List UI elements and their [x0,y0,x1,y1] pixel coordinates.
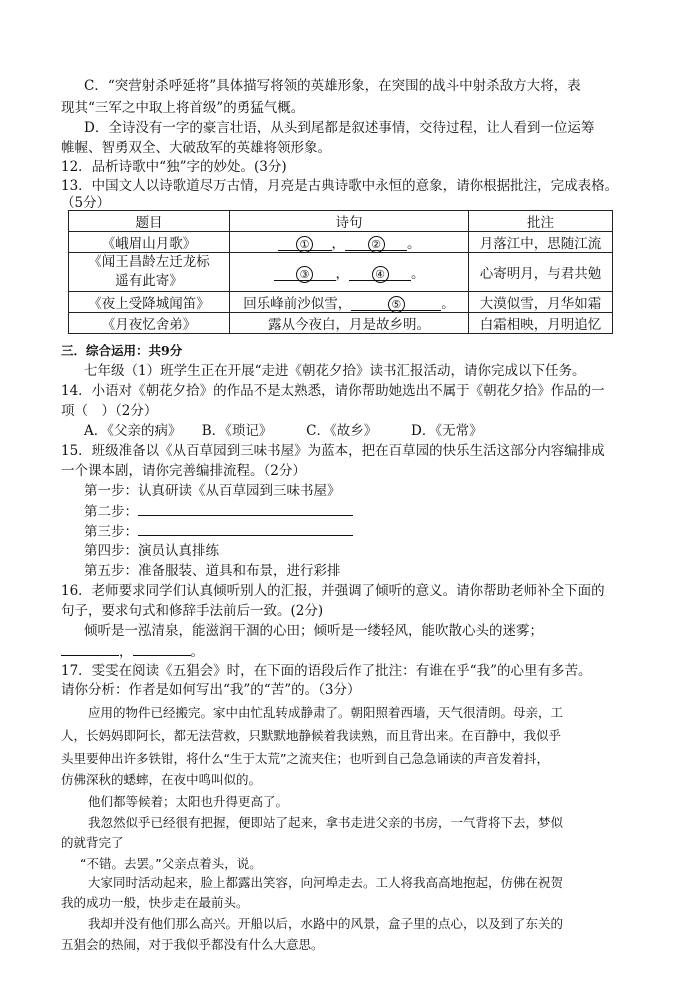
step-3[interactable]: 第三步： [84,521,353,542]
option-c-line2: 现其“三军之中取上将首级”的勇猛气概。 [61,100,305,116]
table-row [69,313,613,334]
passage-line: 我忽然似乎已经很有把握，便即站了起来，拿书走进父亲的书房，一气背将下去，梦似 [88,815,564,830]
table-row [69,232,613,253]
table-header-row [69,211,613,232]
question-12: 12．品析诗歌中“独”字的妙处。(3分) [61,159,287,175]
passage-line: 五猖会的热闹，对于我似乎都没有什么大意思。 [61,937,324,952]
question-13-points: （5分） [61,195,111,211]
poem-table [68,210,613,334]
blank-marker-3: ③ [296,266,313,283]
row2-verse[interactable]: ③ ， ④ 。 [230,253,469,292]
question-14-options: A．《父亲的病》 B．《琐记》 C．《故乡》 D．《无常》 [84,423,483,439]
option-d-line2: 帷幄、智勇双全、大破敌军的英雄将领形象。 [61,140,331,156]
step-4: 第四步：演员认真排练 [84,543,219,559]
option-c-line1: C．“突营射杀呼延将”具体描写将领的英雄形象，在突围的战斗中射杀敌方大将，表 [84,78,581,94]
passage-line: 头里要伸出许多铁钳，将什么“生于太荒”之流夹住；也听到自己急急诵读的声音发着抖， [61,751,549,766]
step-3-blank[interactable] [138,521,353,536]
option-d-line1: D．全诗没有一字的豪言壮语，从头到尾都是叙述事情，交待过程，让人看到一位运筹 [84,120,595,136]
row4-title: 《月夜忆舍弟》 [69,313,230,334]
passage-line: 仿佛深秋的蟋蟀，在夜中鸣叫似的。 [61,772,262,787]
question-16-line2: 句子，要求句式和修辞手法前后一致。(2分) [61,603,324,619]
step-2-blank[interactable] [138,501,353,516]
passage-line: 人，长妈妈即阿长，都无法营救，只默默地静候着我读熟，而且背出来。在百静中，我似乎 [61,728,562,743]
row2-note: 心寄明月，与君共勉 [469,253,613,292]
table-row [69,253,613,292]
question-14-line1: 14．小语对《朝花夕拾》的作品不是太熟悉，请你帮助她选出不属于《朝花夕拾》作品的一 [61,383,605,399]
row1-note: 月落江中，思随江流 [469,232,613,253]
row4-verse: 露从今夜白，月是故乡明。 [230,313,469,334]
blank-marker-1: ① [296,236,313,253]
question-16-line1: 16．老师要求同学们认真倾听别人的汇报，并强调了倾听的意义。请你帮助老师补全下面的 [61,583,605,599]
row4-note: 白霜相映，月明追忆 [469,313,613,334]
question-13: 13．中国文人以诗歌道尽万古情，月亮是古典诗歌中永恒的意象，请你根据批注，完成表格。 [61,178,619,194]
blank-marker-2: ② [368,236,385,253]
passage-line: 应用的物件已经搬完。家中由忙乱转成静肃了。朝阳照着西墙，天气很清朗。母亲，工 [88,705,564,720]
passage-line: 的就背完了 [61,835,124,850]
row1-title: 《峨眉山月歌》 [69,232,230,253]
header-verse: 诗句 [230,211,469,232]
q16-blank-2[interactable] [133,641,191,656]
row3-note: 大漠似雪，月华如霜 [469,292,613,313]
row1-verse[interactable]: ① ， ② 。 [230,232,469,253]
question-16-sentence: 倾听是一泓清泉，能滋润干涸的心田；倾听是一缕轻风，能吹散心头的迷雾； [84,623,543,639]
passage-line: 我的成功一般，快步走在最前头。 [61,895,249,910]
row3-verse[interactable]: 回乐峰前沙似雪， ⑤ 。 [230,292,469,313]
question-15-line1: 15．班级准备以《从百草园到三味书屋》为蓝本，把在百草园的快乐生活这部分内容编排成 [61,443,605,459]
step-5: 第五步：准备服装、道具和布景，进行彩排 [84,563,341,579]
passage-line: 大家同时活动起来，脸上都露出笑容，向河埠走去。工人将我高高地抱起，仿佛在祝贺 [88,875,564,890]
question-14-line2: 项（ ）（2分） [61,403,158,419]
header-title: 题目 [69,211,230,232]
table-row [69,292,613,313]
blank-marker-4: ④ [372,266,389,283]
row2-title: 《闻王昌龄左迁龙标 遥有此寄》 [69,253,230,292]
step-1: 第一步：认真研读《从百草园到三味书屋》 [84,483,341,499]
question-17-line1: 17．雯雯在阅读《五猖会》时，在下面的语段后作了批注：有谁在乎“我”的心里有多苦。 [61,663,592,679]
question-15-line2: 一个课本剧，请你完善编排流程。（2分） [61,463,306,479]
passage-line: 我却并没有他们那么高兴。开船以后，水路中的风景，盒子里的点心，以及到了东关的 [88,916,564,931]
question-16-blanks[interactable]: ， 。 [61,641,204,662]
section-3-heading: 三．综合运用：共9分 [61,343,183,358]
activity-intro: 七年级（1）班学生正在开展“走进《朝花夕拾》读书汇报活动，请你完成以下任务。 [84,363,586,379]
blank-marker-5: ⑤ [388,296,405,313]
row3-title: 《夜上受降城闻笛》 [69,292,230,313]
passage-line: “不错。去罢。”父亲点着头，说。 [80,856,262,871]
q16-blank-1[interactable] [61,641,119,656]
question-17-line2: 请你分析：作者是如何写出“我”的“苦”的。（3分） [61,682,361,698]
passage-line: 他们都等候着；太阳也升得更高了。 [88,794,289,809]
header-note: 批注 [469,211,613,232]
step-2[interactable]: 第二步： [84,501,353,522]
